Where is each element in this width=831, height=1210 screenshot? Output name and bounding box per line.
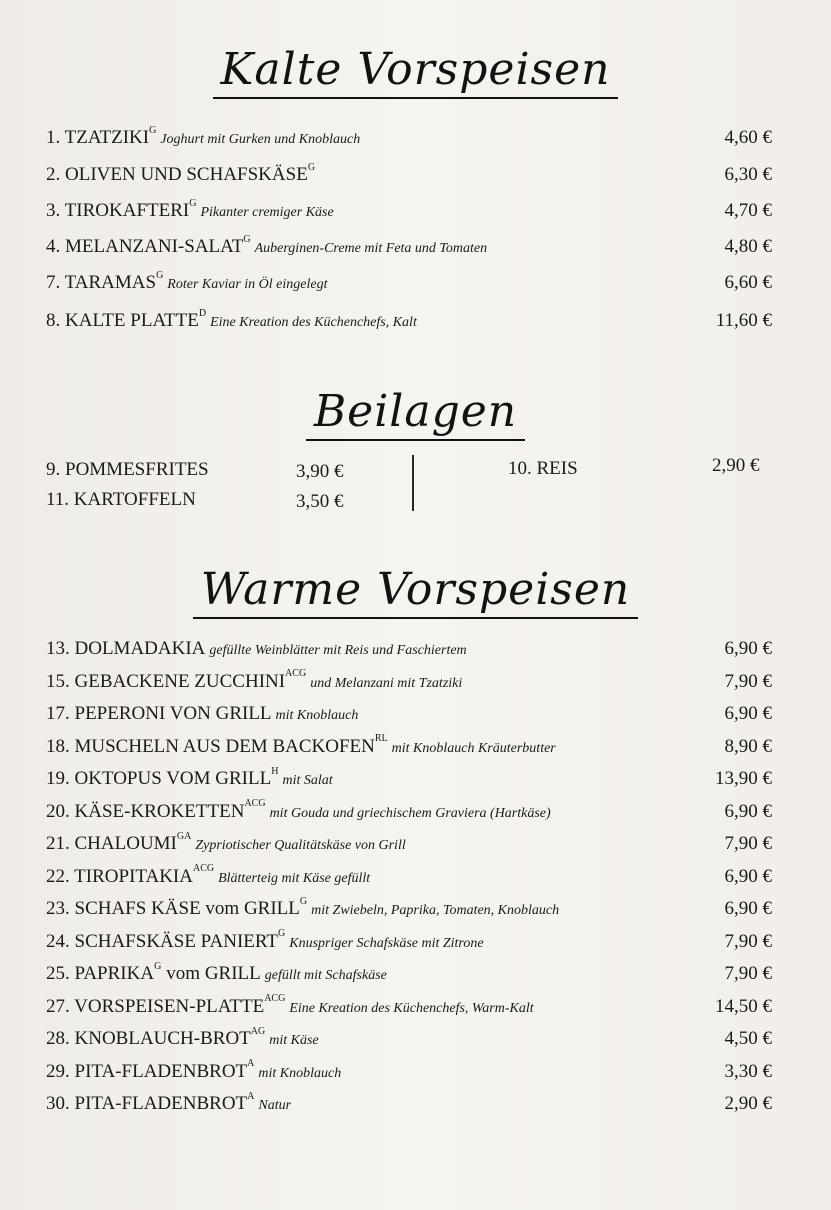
menu-item-price: 4,70 € <box>724 200 772 221</box>
menu-item-title: CHALOUMI <box>74 833 177 854</box>
allergen-code: A <box>247 1090 255 1102</box>
menu-item <box>46 993 772 1024</box>
allergen-code: G <box>307 161 316 173</box>
beilage-price: 2,90 € <box>712 455 760 476</box>
allergen-code: RL <box>374 733 388 745</box>
menu-item <box>46 1025 772 1056</box>
allergen-code: G <box>156 269 164 281</box>
menu-item <box>46 124 772 155</box>
menu-item-title: TIROKAFTERI <box>64 200 190 221</box>
menu-item-number: 22. <box>46 865 70 887</box>
menu-item <box>46 1058 772 1089</box>
menu-item-price: 6,90 € <box>724 898 772 919</box>
menu-item-title: OKTOPUS VOM GRILL <box>74 768 272 789</box>
menu-item-number: 19. <box>46 768 70 789</box>
menu-item <box>46 960 772 991</box>
section-title-warme-vorspeisen: Warme Vorspeisen <box>0 564 831 619</box>
menu-item-price: 4,50 € <box>724 1028 772 1049</box>
menu-item-description: gefüllt mit Schafskäse <box>264 968 387 983</box>
allergen-code: ACG <box>244 798 266 810</box>
menu-item-name-block <box>46 993 534 1018</box>
menu-item-title: DOLMADAKIA <box>74 638 206 659</box>
menu-item-title: PEPERONI VON GRILL <box>74 703 272 724</box>
menu-item <box>46 307 772 338</box>
menu-item <box>46 733 772 764</box>
menu-item <box>46 1090 772 1121</box>
beilage-label: 10. REIS <box>508 458 578 479</box>
allergen-code: G <box>278 928 286 940</box>
menu-item-number: 29. <box>46 1060 70 1082</box>
menu-item-price: 6,60 € <box>724 272 772 293</box>
menu-item-price: 4,60 € <box>724 127 772 148</box>
menu-item-name-block <box>46 124 361 149</box>
allergen-code: G <box>154 960 162 972</box>
menu-item-description: Natur <box>258 1098 292 1113</box>
menu-item-number: 3. <box>46 200 61 221</box>
menu-item-description: Knuspriger Schafskäse mit Zitrone <box>289 935 484 951</box>
allergen-code: G <box>243 233 251 245</box>
menu-item-description: mit Salat <box>282 773 333 788</box>
menu-item <box>46 798 772 829</box>
menu-item-title: TIROPITAKIA <box>74 865 193 887</box>
menu-item-title: TZATZIKI <box>64 127 150 148</box>
menu-item-number: 27. <box>46 995 70 1017</box>
menu-item-price: 13,90 € <box>715 768 772 789</box>
menu-item-price: 6,90 € <box>724 800 772 822</box>
menu-item-number: 25. <box>46 963 70 984</box>
menu-item <box>46 863 772 894</box>
menu-item <box>46 269 772 300</box>
menu-item-number: 18. <box>46 735 70 757</box>
menu-item-title: MELANZANI-SALAT <box>65 236 244 257</box>
allergen-code: H <box>271 765 279 777</box>
menu-item-price: 4,80 € <box>724 236 772 257</box>
menu-item-price: 6,90 € <box>724 703 772 724</box>
menu-item-number: 17. <box>46 703 70 724</box>
menu-item-name-block <box>46 307 417 332</box>
allergen-code: D <box>198 307 207 319</box>
menu-item-name-block <box>46 233 488 258</box>
menu-item-price: 6,30 € <box>724 164 772 185</box>
section-title-kalte-vorspeisen: Kalte Vorspeisen <box>0 44 831 99</box>
allergen-code: GA <box>176 830 192 842</box>
menu-item-name-block <box>46 960 387 985</box>
menu-item-price: 6,90 € <box>724 865 772 887</box>
menu-item-description: Eine Kreation des Küchenchefs, Warm-Kalt <box>289 1000 534 1016</box>
menu-item-description: Joghurt mit Gurken und Knoblauch <box>160 132 361 147</box>
menu-item-description: mit Zwiebeln, Paprika, Tomaten, Knoblauch <box>311 903 560 918</box>
menu-item <box>46 233 772 264</box>
menu-item-number: 23. <box>46 898 70 919</box>
allergen-code: ACG <box>192 863 215 875</box>
menu-item-name-block <box>46 733 556 758</box>
menu-item <box>46 928 772 959</box>
menu-item-description: Blätterteig mit Käse gefüllt <box>218 870 371 886</box>
menu-item-name-block <box>46 928 484 953</box>
menu-item-description: Eine Kreation des Küchenchefs, Kalt <box>210 315 417 330</box>
menu-item-name-block <box>46 703 358 725</box>
menu-item-name-block <box>46 765 333 790</box>
beilage-label: 9. POMMESFRITES <box>46 459 209 480</box>
menu-item-name-block <box>46 1025 319 1050</box>
menu-item-title: GEBACKENE ZUCCHINI <box>74 670 286 692</box>
menu-item-price: 11,60 € <box>715 310 772 331</box>
menu-item <box>46 830 772 861</box>
column-divider <box>412 455 414 511</box>
menu-item-description: Zypriotischer Qualitätskäse von Grill <box>195 838 406 853</box>
allergen-code: G <box>299 895 308 907</box>
menu-item-number: 15. <box>46 670 70 692</box>
menu-item-number: 1. <box>46 127 61 148</box>
menu-item-number: 30. <box>46 1093 70 1114</box>
menu-item-title: VORSPEISEN-PLATTE <box>74 995 265 1017</box>
menu-item-name-block <box>46 798 551 823</box>
menu-item-title: PITA-FLADENBROT <box>74 1093 248 1114</box>
menu-item-price: 7,90 € <box>724 963 772 984</box>
menu-item-description: mit Käse <box>269 1033 319 1048</box>
menu-item-number: 2. <box>46 164 61 185</box>
menu-item-description: gefüllte Weinblätter mit Reis und Faschiertem <box>209 643 467 658</box>
beilage-label: 11. KARTOFFELN <box>46 489 196 510</box>
menu-item-price: 2,90 € <box>724 1093 772 1114</box>
menu-item-price: 3,30 € <box>724 1060 772 1082</box>
menu-item-price: 7,90 € <box>724 833 772 854</box>
menu-item-description: Pikanter cremiger Käse <box>200 205 334 220</box>
menu-item-number: 21. <box>46 833 70 854</box>
menu-item-title: MUSCHELN AUS DEM BACKOFEN <box>74 735 375 757</box>
menu-item-price: 8,90 € <box>724 735 772 757</box>
menu-item-price: 7,90 € <box>724 670 772 692</box>
menu-item-title: KNOBLAUCH-BROT <box>74 1028 251 1049</box>
menu-item <box>46 765 772 796</box>
menu-item-number: 20. <box>46 800 70 822</box>
menu-item-name-block <box>46 1058 342 1083</box>
menu-item-name-block <box>46 1090 292 1115</box>
menu-item-title: SCHAFS KÄSE vom GRILL <box>74 898 300 919</box>
menu-item-number: 8. <box>46 310 61 331</box>
menu-item <box>46 197 772 228</box>
menu-item-title: OLIVEN UND SCHAFSKÄSE <box>65 164 308 185</box>
allergen-code: ACG <box>264 993 286 1005</box>
menu-item-description: und Melanzani mit Tzatziki <box>310 675 463 691</box>
section-title-beilagen: Beilagen <box>0 386 831 441</box>
menu-item-title: KÄSE-KROKETTEN <box>74 800 245 822</box>
menu-item <box>46 668 772 699</box>
menu-item-description: Auberginen-Creme mit Feta und Tomaten <box>254 241 488 256</box>
menu-item-name-block <box>46 830 406 855</box>
allergen-code: G <box>149 124 157 136</box>
menu-item-title: SCHAFSKÄSE PANIERT <box>74 930 279 952</box>
menu-item-title: KALTE PLATTE <box>65 310 199 331</box>
allergen-code: A <box>247 1058 255 1070</box>
menu-item-description: mit Knoblauch <box>275 708 359 723</box>
allergen-code: AG <box>250 1025 266 1037</box>
menu-item-description: mit Knoblauch Kräuterbutter <box>391 740 556 756</box>
allergen-code: ACG <box>285 668 307 680</box>
menu-item-number: 13. <box>46 638 70 659</box>
menu-item-price: 14,50 € <box>715 995 772 1017</box>
menu-item-name-block <box>46 668 463 693</box>
menu-item-name-block <box>46 863 371 888</box>
menu-item-description: Roter Kaviar in Öl eingelegt <box>167 277 328 292</box>
menu-item <box>46 703 772 731</box>
menu-item-name-block <box>46 638 467 660</box>
menu-item-number: 24. <box>46 930 70 952</box>
menu-item-name-block <box>46 895 560 920</box>
menu-item-description: vom GRILL <box>166 963 261 984</box>
beilage-price: 3,50 € <box>296 491 344 512</box>
menu-item-number: 7. <box>46 272 61 293</box>
menu-item <box>46 161 772 192</box>
menu-item-description: mit Gouda und griechischem Graviera (Hartkäse) <box>269 805 551 821</box>
menu-item-title: PAPRIKA <box>74 963 155 984</box>
menu-item-price: 6,90 € <box>724 638 772 659</box>
menu-item-price: 7,90 € <box>724 930 772 952</box>
menu-item-name-block <box>46 269 328 294</box>
allergen-code: G <box>189 197 197 209</box>
menu-item-title: TARAMAS <box>64 272 157 293</box>
menu-item-description: mit Knoblauch <box>258 1065 342 1081</box>
menu-item-number: 4. <box>46 236 61 257</box>
menu-item <box>46 638 772 666</box>
menu-item-number: 28. <box>46 1028 70 1049</box>
menu-item-title: PITA-FLADENBROT <box>74 1060 248 1082</box>
menu-item <box>46 895 772 926</box>
beilage-price: 3,90 € <box>296 461 344 482</box>
menu-item-name-block <box>46 197 334 222</box>
menu-item-name-block <box>46 161 316 186</box>
